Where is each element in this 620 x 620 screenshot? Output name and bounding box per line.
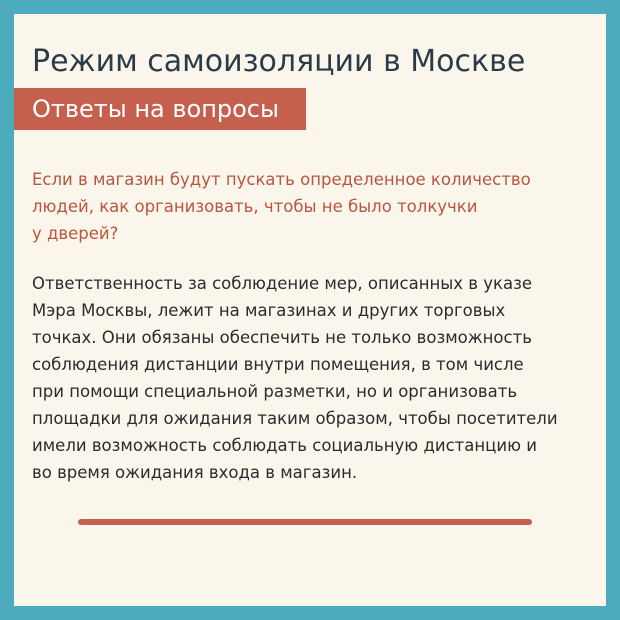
info-card (14, 14, 606, 606)
page-title: Режим самоизоляции в Москве (32, 44, 526, 79)
subtitle-banner (14, 88, 306, 130)
answer-line: Мэра Москвы, лежит на магазинах и других торговых (32, 301, 506, 320)
answer-line: соблюдения дистанции внутри помещения, в том числе (32, 355, 524, 374)
divider-line (78, 519, 532, 525)
answer-line: Ответственность за соблюдение мер, описанных в указе (32, 274, 533, 293)
answer-line: во время ожидания входа в магазин. (32, 463, 358, 482)
question-text (32, 166, 552, 247)
question-line: Если в магазин будут пускать определенное количество (32, 170, 531, 189)
answer-line: точках. Они обязаны обеспечить не только возможность (32, 328, 532, 347)
question-line: людей, как организовать, чтобы не было толкучки (32, 197, 478, 216)
answer-text (32, 270, 588, 486)
answer-line: имели возможность соблюдать социальную дистанцию и (32, 436, 537, 455)
answer-line: при помощи специальной разметки, но и организовать (32, 382, 518, 401)
answer-line: площадки для ожидания таким образом, чтобы посетители (32, 409, 558, 428)
page-subtitle: Ответы на вопросы (32, 95, 279, 123)
question-line: у дверей? (32, 224, 119, 243)
